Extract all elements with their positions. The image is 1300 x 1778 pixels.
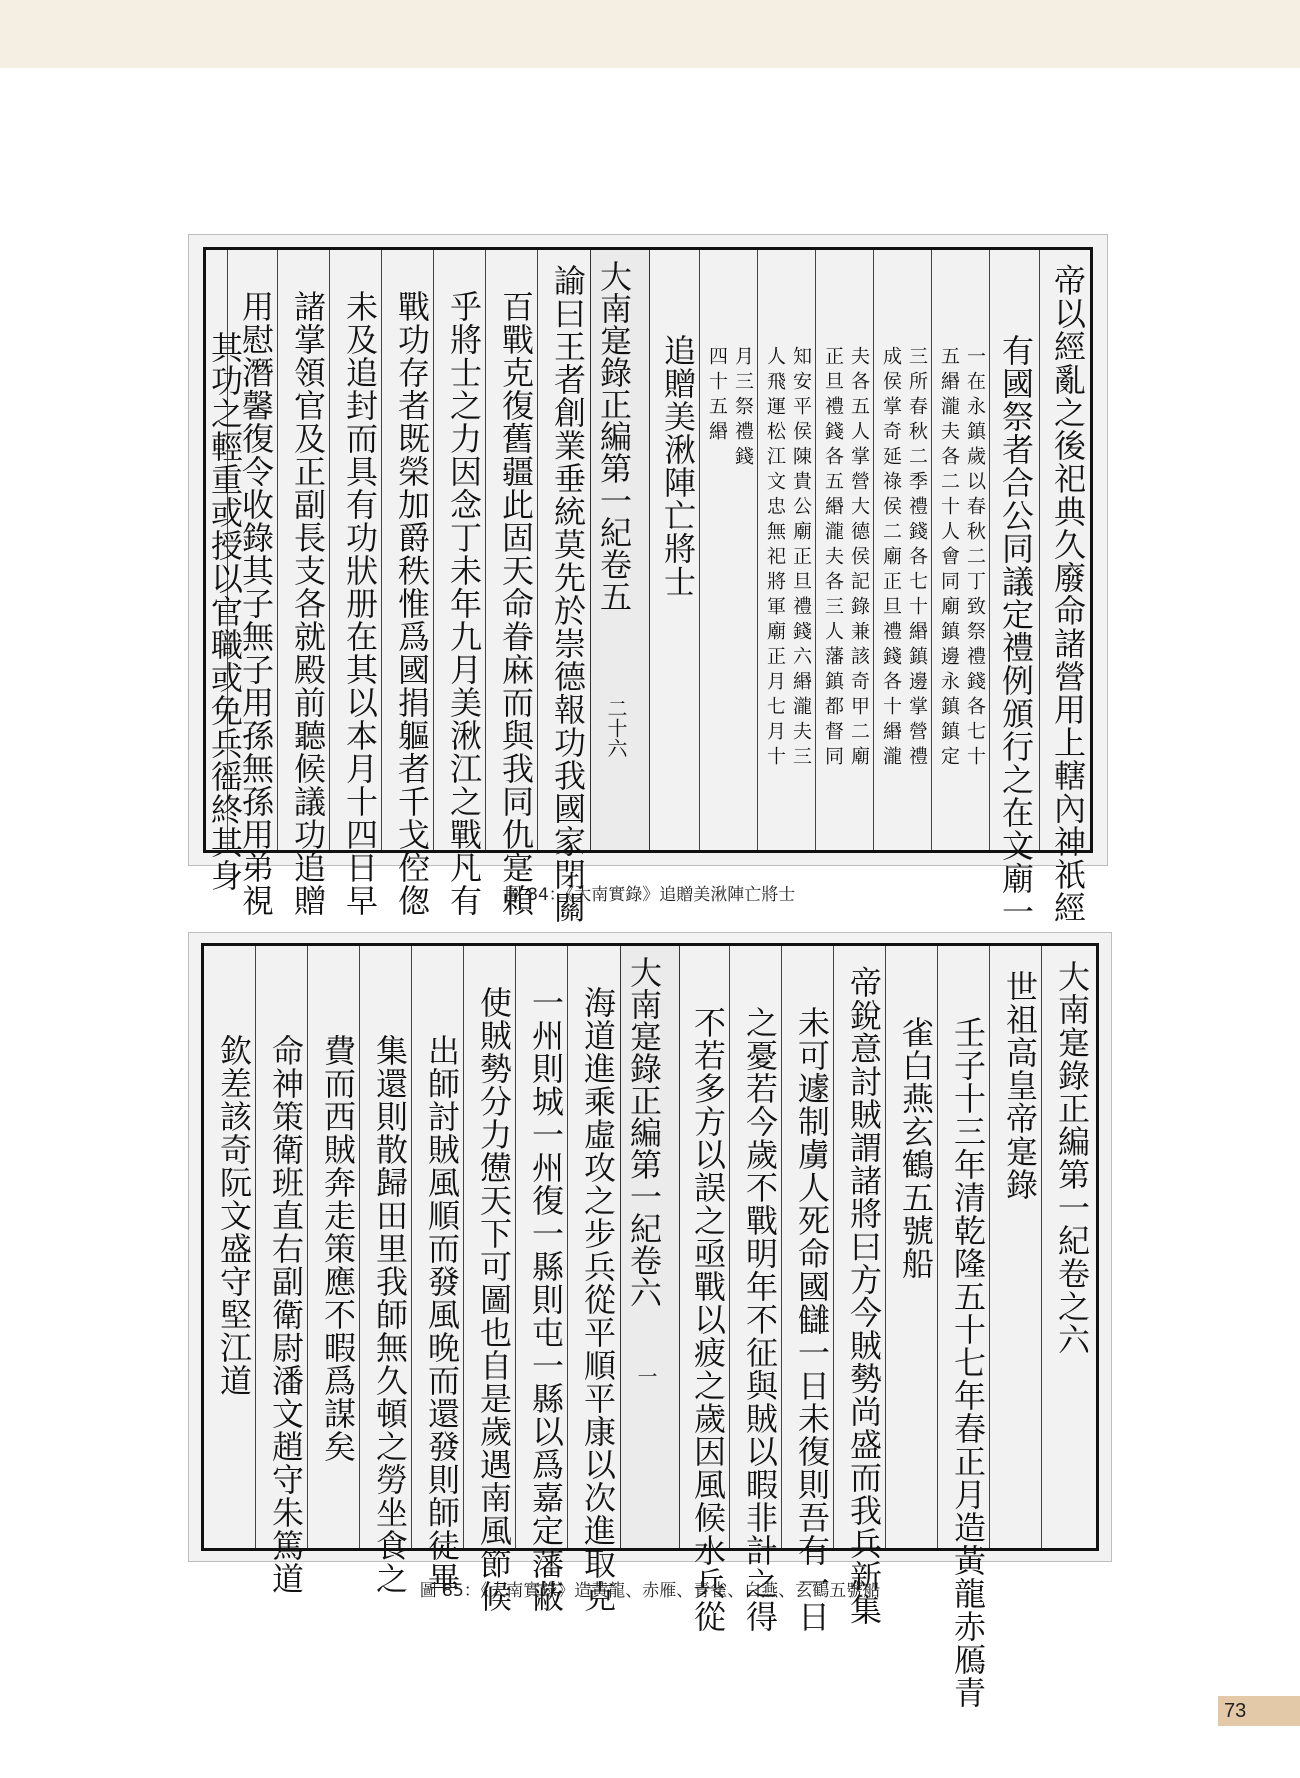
annotation-column: 人飛運松江文忠無祀將軍廟正月七月十 [764, 346, 786, 771]
text-column: 使賊勢分力憊天下可圖也自是歲遇南風節候 [475, 986, 513, 1613]
text-column: 一州則城一州復一縣則屯一縣以爲嘉定藩蔽 [527, 986, 565, 1613]
text-column: 未可遽制虜人死命國讎一日未復則吾有一日 [793, 1006, 831, 1633]
band-page-number: 二十六 [604, 698, 628, 758]
text-column: 集還則散歸田里我師無久頓之勞坐食之 [371, 1034, 409, 1595]
annotation-column: 一在永鎮歲以春秋二丁致祭禮錢各七十 [964, 346, 986, 771]
text-column: 有國祭者合公同議定禮例頒行之在文廟一 [997, 334, 1035, 928]
text-column: 百戰克復舊疆此固天命眷麻而與我同仇寔賴 [497, 290, 535, 917]
annotation-column: 四十五緡 [706, 346, 728, 446]
band-page-number: 一 [634, 1366, 658, 1386]
text-column: 出師討賊風順而發風晚而還發則師徒畢 [423, 1034, 461, 1595]
text-column: 欽差該奇阮文盛守堅江道 [215, 1034, 253, 1397]
figure-85-caption: 圖 85：《大南實錄》造黃龍、赤雁、青雀、白燕、玄鶴五號船 [419, 1581, 881, 1601]
text-column: 戰功存者既榮加爵秩惟爲國捐軀者千戈倥偬 [393, 290, 431, 917]
text-column: 雀白燕玄鶴五號船 [897, 1016, 935, 1280]
page-number: 73 [1218, 1696, 1300, 1726]
annotation-column: 成侯掌奇延祿侯二廟正旦禮錢各十緡瀧 [880, 346, 902, 771]
center-band [620, 946, 680, 1548]
volume-title: 大南寔錄正編第一紀卷之六 [1053, 960, 1091, 1356]
annotation-column: 三所春秋二季禮錢各七十緡鎮邊掌營禮 [906, 346, 928, 771]
annotation-column: 五緡瀧夫各二十人會同廟鎮邊永鎮鎮定 [938, 346, 960, 771]
page-header-band [0, 0, 1300, 68]
text-column: 帝銳意討賊謂諸將曰方今賊勢尚盛而我兵新集 [845, 966, 883, 1626]
annotation-column: 月三祭禮錢 [732, 346, 754, 471]
text-column: 海道進乘虛攻之步兵從平順平康以次進取克 [579, 986, 617, 1613]
text-column: 費而西賊奔走策應不暇爲謀矣 [319, 1034, 357, 1463]
text-column: 帝以經亂之後祀典久廢命諸營用上轄內神祇經 [1049, 264, 1087, 924]
band-title: 大南寔錄正編第一紀卷六 [625, 956, 663, 1308]
text-column: 之憂若今歲不戰明年不征與賊以暇非計之得 [741, 1006, 779, 1633]
annotation-column: 正旦禮錢各五緡瀧夫各三人藩鎮都督同 [822, 346, 844, 771]
record-title: 世祖高皇帝寔錄 [1001, 970, 1039, 1201]
section-heading: 追贈美湫陣亡將士 [659, 334, 697, 598]
text-column: 用慰潛馨復令收錄其子無子用孫無孫用弟視 [237, 290, 275, 917]
text-column: 其功之輕重或授以官職或免兵徭終其身 [206, 331, 244, 892]
text-column: 諸掌領官及正副長支各就殿前聽候議功追贈 [289, 290, 327, 917]
annotation-column: 知安平侯陳貴公廟正旦禮錢六緡瀧夫三 [790, 346, 812, 771]
text-column: 乎將士之力因念丁未年九月美湫江之戰凡有 [445, 290, 483, 917]
year-heading: 壬子十三年清乾隆五十七年春正月造黃龍赤鴈青 [949, 1016, 987, 1709]
figure-84-caption: 圖 84：《大南實錄》追贈美湫陣亡將士 [504, 885, 796, 905]
annotation-column: 夫各五人掌營大德侯記錄兼該奇甲二廟 [848, 346, 870, 771]
text-column: 諭曰王者創業垂統莫先於崇德報功我國家閉關 [549, 264, 587, 924]
text-column: 未及追封而具有功狀册在其以本月十四日早 [341, 290, 379, 917]
center-band [590, 250, 650, 850]
band-title: 大南寔錄正編第一紀卷五 [595, 260, 633, 612]
text-column: 不若多方以誤之亟戰以疲之歲因風候水兵從 [689, 1006, 727, 1633]
text-column: 命神策衛班直右副衛尉潘文趙守朱篤道 [267, 1034, 305, 1595]
